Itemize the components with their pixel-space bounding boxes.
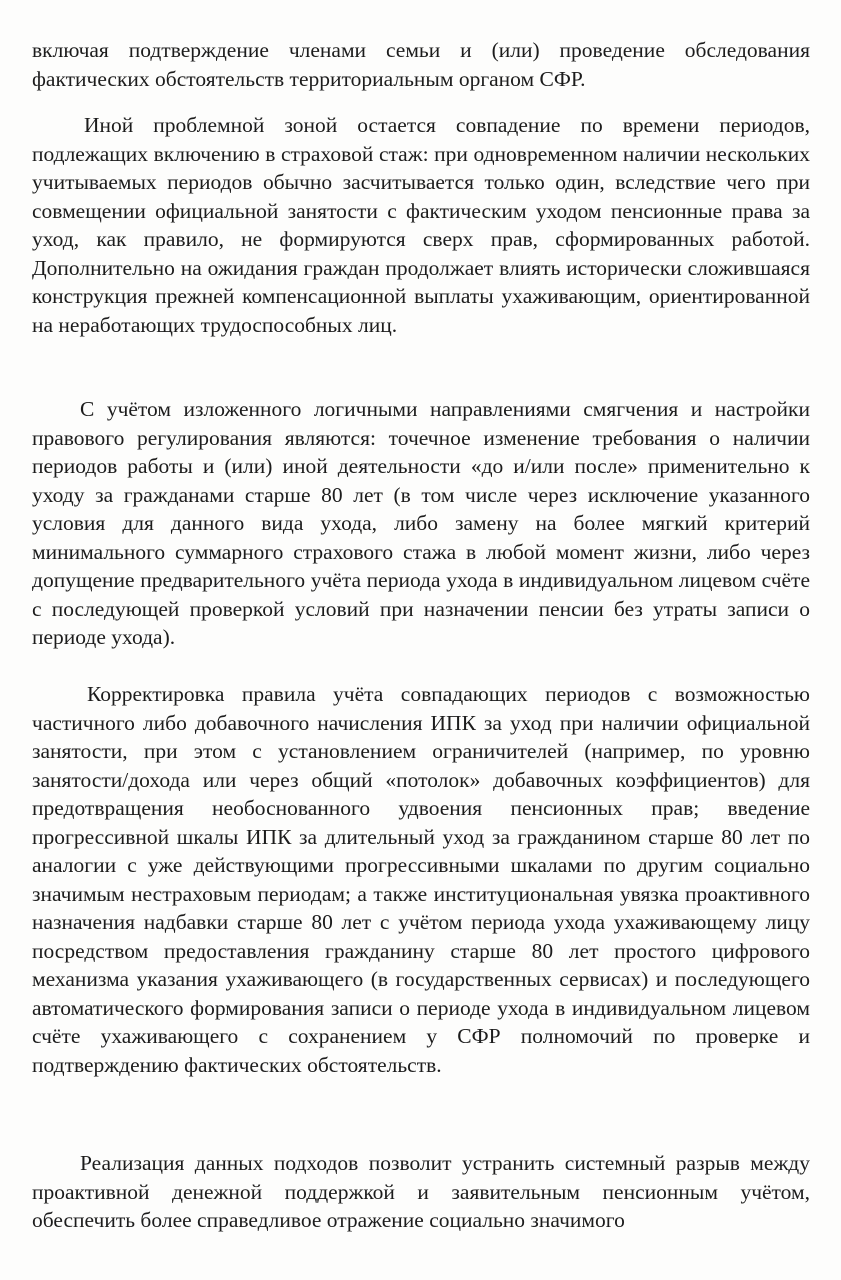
paragraph-regulation-directions: С учётом изложенного логичными направлениями смягчения и настройки правового регулирования являются: точечное изменение требования о наличии периодов работы и (или) иной деятельности «до и/или после» применительно к уходу за гражданами старше 80 лет (в том числе через исключение указанного условия для данного вида ухода, либо замену на более мягкий критерий минимального суммарного страхового стажа в любой момент жизни, либо через допущение предварительного учёта периода ухода в индивидуальном лицевом счёте с последующей проверкой условий при назначении пенсии без утраты записи о периоде ухода). (32, 397, 810, 649)
paragraph-continuation: включая подтверждение членами семьи и (или) проведение обследования фактических обстоятельств территориальным органом СФР. (32, 38, 810, 91)
paragraph-overlapping-periods: Иной проблемной зоной остается совпадение по времени периодов, подлежащих включению в страховой стаж: при одновременном наличии нескольких учитываемых периодов обычно засчитывается только один, вследствие чего при совмещении официальной занятости с фактическим уходом пенсионные права за уход, как правило, не формируются сверх прав, сформированных работой. Дополнительно на ожидания граждан продолжает влиять исторически сложившаяся конструкция прежней компенсационной выплаты ухаживающим, ориентированной на неработающих трудоспособных лиц. (32, 113, 810, 337)
paragraph-ipk-adjustment: Корректировка правила учёта совпадающих периодов с возможностью частичного либо добавочного начисления ИПК за уход при наличии официальной занятости, при этом с установлением ограничителей (например, по уровню занятости/дохода или через общий «потолок» добавочных коэффициентов) для предотвращения необоснованного удвоения пенсионных прав; введение прогрессивной шкалы ИПК за длительный уход за гражданином старше 80 лет по аналогии с уже действующими прогрессивными шкалами по другим социально значимым нестраховым периодам; а также институциональная увязка проактивного назначения надбавки старше 80 лет с учётом периода ухода ухаживающему лицу посредством предоставления гражданину старше 80 лет простого цифрового механизма указания ухаживающего (в государственных сервисах) и последующего автоматического формирования записи о периоде ухода в индивидуальном лицевом счёте ухаживающего с сохранением у СФР полномочий по проверке и подтверждению фактических обстоятельств. (32, 682, 810, 1077)
paragraph-implementation: Реализация данных подходов позволит устранить системный разрыв между проактивной денежной поддержкой и заявительным пенсионным учётом, обеспечить более справедливое отражение социально значимого (32, 1151, 810, 1232)
